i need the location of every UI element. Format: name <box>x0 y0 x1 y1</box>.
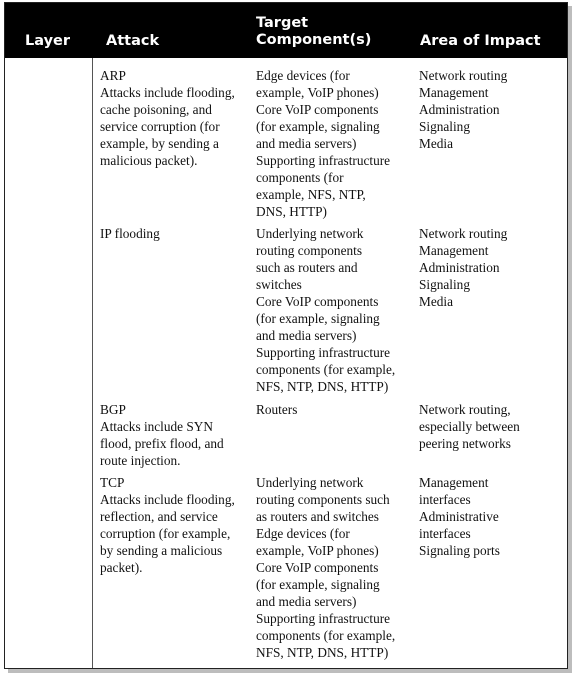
table-frame <box>4 2 568 669</box>
attack-cell: ARP Attacks include flooding, cache poisoning, and service corruption (for example, by sending a malicious packet). <box>100 68 235 168</box>
attack-cell: TCP Attacks include flooding, reflection, and service corruption (for example, by sending a malicious packet). <box>100 475 235 575</box>
target-cell: Edge devices (for example, VoIP phones) Core VoIP components (for example, signaling and media servers) Supporting infrastructure components (for example, NFS, NTP, DNS, HTTP) <box>256 68 391 219</box>
impact-cell: Network routing, especially between peering networks <box>419 402 520 451</box>
target-cell: Routers <box>256 402 298 417</box>
impact-cell: Management interfaces Administrative interfaces Signaling ports <box>419 475 500 558</box>
impact-cell: Network routing Management Administration Signaling Media <box>419 226 508 309</box>
impact-cell: Network routing Management Administration Signaling Media <box>419 68 508 151</box>
target-cell: Underlying network routing components such as routers and switches Core VoIP components (for example, signaling and media servers) Supporting infrastructure components (for example, NFS, NTP, DNS, HTTP) <box>256 226 396 394</box>
column-divider <box>92 58 93 668</box>
attack-cell: BGP Attacks include SYN flood, prefix flood, and route injection. <box>100 402 224 468</box>
attack-cell: IP flooding <box>100 226 160 241</box>
header-layer: Layer <box>25 33 71 49</box>
header-target-components: Target Component(s) <box>256 15 372 48</box>
table-header <box>5 3 567 58</box>
header-area-of-impact: Area of Impact <box>420 33 541 49</box>
header-attack: Attack <box>106 33 160 49</box>
target-cell: Underlying network routing components such as routers and switches Edge devices (for example, VoIP phones) Core VoIP components (for example, signaling and media servers) Supporting infrastructure components (for example, NFS, NTP, DNS, HTTP) <box>256 475 396 660</box>
